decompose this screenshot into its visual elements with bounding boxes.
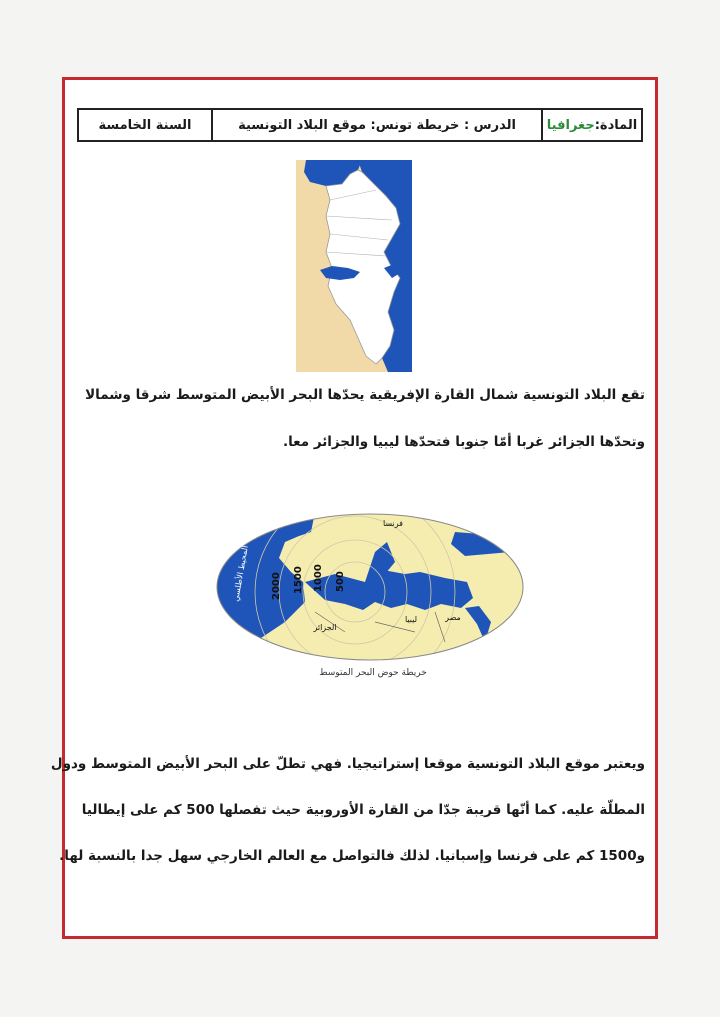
subject-value: جغرافيا (546, 117, 595, 133)
label-libya: ليبيا (404, 615, 418, 624)
mediterranean-map-image (215, 512, 525, 662)
paragraph-2-line-1: ويعتبر موقع البلاد التونسية موقعا إستراتيجيا. فهي تطلّ على البحر الأبيض المتوسط ودول (50, 756, 645, 772)
label-france: فرنسا (382, 519, 404, 528)
paragraph-2-line-2: المطلّة عليه. كما أنّها قريبة جدّا من القارة الأوروبية حيث تفصلها 500 كم على إيطاليا (81, 802, 645, 818)
subject-label: المادة: (594, 117, 638, 133)
header-table (77, 108, 643, 142)
tunisia-map-image (296, 160, 412, 372)
distance-label-1000: 1000 (313, 564, 324, 592)
grade-level: السنة الخامسة (98, 117, 192, 133)
distance-label-2000: 2000 (271, 572, 282, 600)
worksheet-frame (50, 77, 658, 939)
distance-label-500: 500 (335, 571, 346, 592)
paragraph-2-line-3: و1500 كم على فرنسا وإسبانيا. لذلك فالتواصل مع العالم الخارجي سهل جدا بالنسبة لها. (59, 848, 645, 864)
label-atlantic-ocean: المحيط الأطلسي (231, 544, 250, 603)
paragraph-1-line-2: وتحدّها الجزائر غربا أمّا جنوبا فتحدّها ليبيا والجزائر معا. (282, 434, 645, 450)
paragraph-1-line-1: تقع البلاد التونسية شمال القارة الإفريقية يحدّها البحر الأبيض المتوسط شرقا وشمالا (85, 387, 645, 403)
map-caption: خريطة حوض البحر المتوسط (319, 668, 427, 678)
distance-label-1500: 1500 (293, 566, 304, 594)
label-algeria: الجزائر (313, 623, 337, 632)
lesson-title: الدرس : خريطة تونس: موقع البلاد التونسية (211, 110, 541, 140)
label-egypt: مصر (445, 613, 461, 622)
subject-cell (541, 110, 641, 140)
